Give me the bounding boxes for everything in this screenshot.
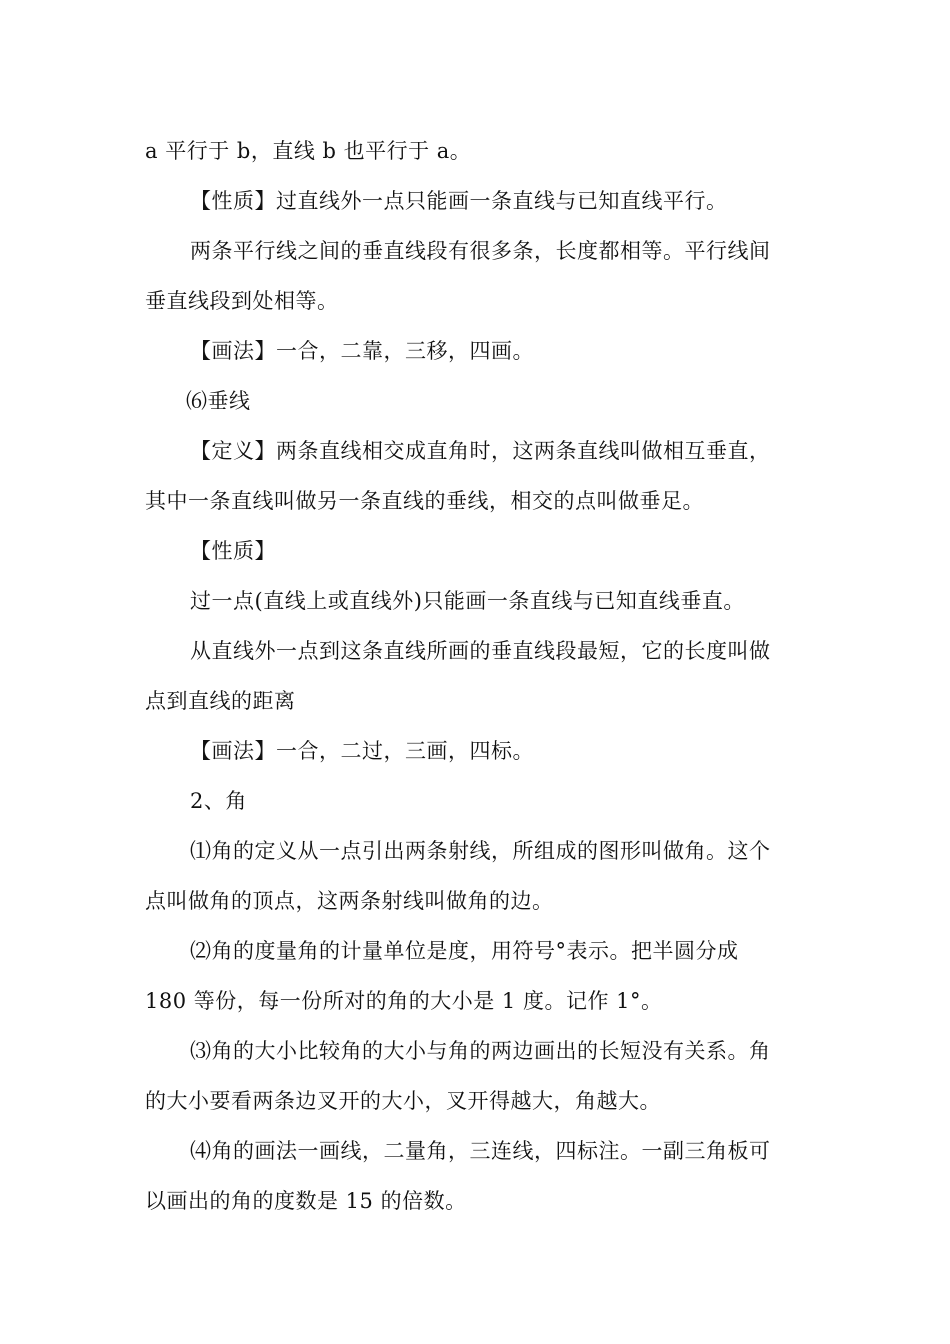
property-parallel: 【性质】过直线外一点只能画一条直线与已知直线平行。 [190, 189, 728, 213]
drawing-method-parallel: 【画法】一合，二靠，三移，四画。 [190, 339, 534, 363]
text-line: 以画出的角的度数是 15 的倍数。 [145, 1189, 467, 1213]
section-heading-perpendicular: ⑹垂线 [186, 389, 251, 413]
section-heading-angle: 2、角 [190, 789, 247, 813]
definition-perpendicular: 【定义】两条直线相交成直角时，这两条直线叫做相互垂直， [190, 439, 771, 463]
text-line: 垂直线段到处相等。 [145, 289, 339, 313]
text-line: 从直线外一点到这条直线所画的垂直线段最短，它的长度叫做 [190, 639, 771, 663]
angle-measurement: ⑵角的度量角的计量单位是度，用符号°表示。把半圆分成 [190, 939, 739, 963]
text-line: 过一点(直线上或直线外)只能画一条直线与已知直线垂直。 [190, 589, 745, 613]
angle-drawing: ⑷角的画法一画线，二量角，三连线，四标注。一副三角板可 [190, 1139, 771, 1163]
text-line: 的大小要看两条边叉开的大小，叉开得越大，角越大。 [145, 1089, 661, 1113]
text-line: 点到直线的距离 [145, 689, 296, 713]
angle-definition: ⑴角的定义从一点引出两条射线，所组成的图形叫做角。这个 [190, 839, 771, 863]
text-line: 两条平行线之间的垂直线段有很多条，长度都相等。平行线间 [190, 239, 771, 263]
text-line: a 平行于 b，直线 b 也平行于 a。 [145, 139, 472, 163]
angle-comparison: ⑶角的大小比较角的大小与角的两边画出的长短没有关系。角 [190, 1039, 771, 1063]
drawing-method-perpendicular: 【画法】一合，二过，三画，四标。 [190, 739, 534, 763]
property-heading: 【性质】 [190, 539, 276, 563]
text-line: 其中一条直线叫做另一条直线的垂线，相交的点叫做垂足。 [145, 489, 704, 513]
text-line: 180 等份，每一份所对的角的大小是 1 度。记作 1°。 [145, 989, 663, 1013]
text-line: 点叫做角的顶点，这两条射线叫做角的边。 [145, 889, 554, 913]
